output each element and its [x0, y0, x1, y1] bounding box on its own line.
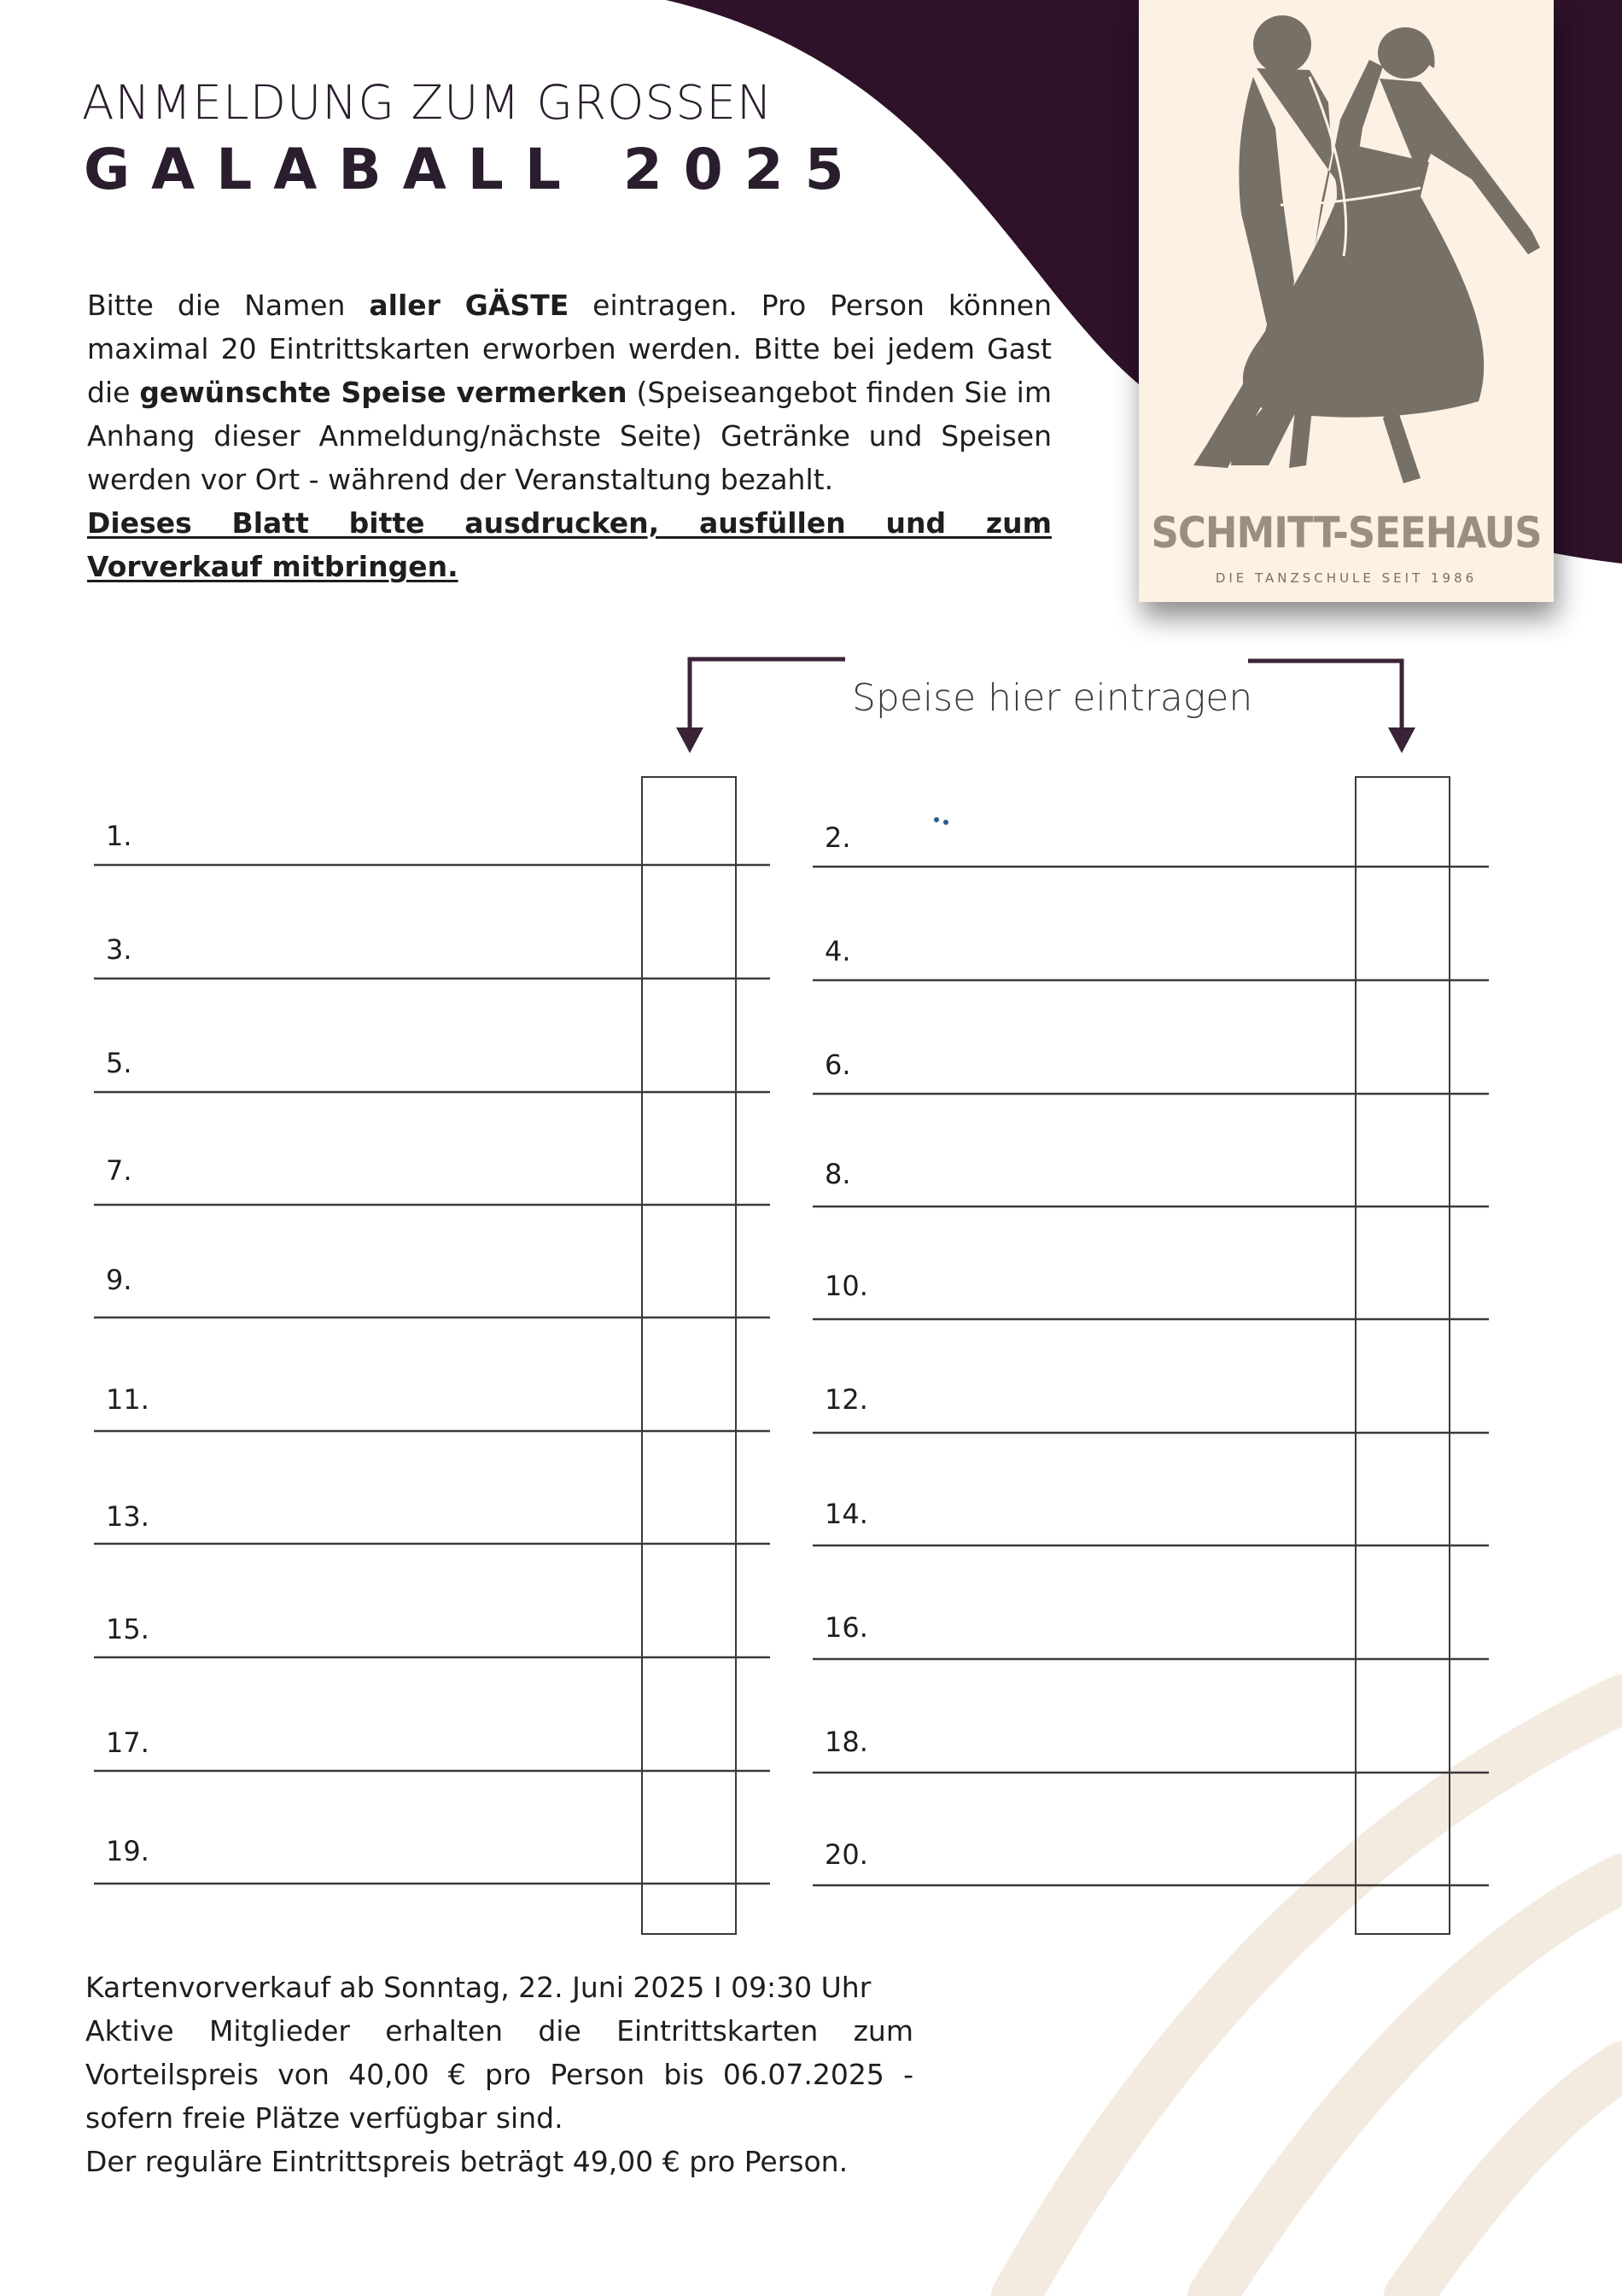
guest-number: 12.: [825, 1383, 868, 1416]
arrow-left-icon: [690, 659, 845, 734]
guest-number: 5.: [106, 1047, 132, 1079]
regular-price-info: Der reguläre Eintrittspreis beträgt 49,00 € pro Person.: [85, 2145, 849, 2178]
guest-number: 16.: [825, 1611, 868, 1644]
guest-number: 8.: [825, 1158, 851, 1190]
guest-number: 13.: [106, 1500, 149, 1533]
guest-number: 14.: [825, 1498, 868, 1530]
guest-number: 15.: [106, 1613, 149, 1645]
intro-emphasis-guests: aller GÄSTE: [369, 289, 569, 322]
logo-name: SCHMITT-SEEHAUS: [1151, 508, 1542, 558]
guest-number: 19.: [106, 1835, 149, 1867]
guest-number: 10.: [825, 1270, 868, 1302]
footer-info: [85, 1966, 913, 2183]
arrow-right-head: [1388, 727, 1415, 753]
speise-label: Speise hier eintragen: [852, 676, 1253, 720]
guest-number: 11.: [106, 1383, 149, 1416]
guest-number: 18.: [825, 1726, 868, 1758]
guest-number: 20.: [825, 1838, 868, 1871]
guest-number: 9.: [106, 1264, 132, 1296]
print-instruction: Dieses Blatt bitte ausdrucken, ausfüllen und zum Vorverkauf mitbringen.: [87, 506, 1052, 583]
guest-number: 3.: [106, 933, 132, 966]
guest-number: 17.: [106, 1726, 149, 1759]
ink-dot: [934, 817, 939, 822]
arrow-right-icon: [1248, 661, 1402, 734]
title-line-1: ANMELDUNG ZUM GROSSEN: [82, 75, 773, 130]
member-price-info: Aktive Mitglieder erhalten die Eintrittskarten zum Vorteilspreis von 40,00 € pro Person bis 06.07.2025 - sofern freie Plätze verfügbar sind.: [85, 2014, 913, 2135]
guest-number: 6.: [825, 1049, 851, 1081]
guest-number: 4.: [825, 935, 851, 967]
guest-number: 7.: [106, 1154, 132, 1187]
ink-dot: [943, 820, 948, 825]
guest-number: 1.: [106, 820, 132, 852]
intro-emphasis-food: gewünschte Speise vermerken: [139, 376, 627, 409]
food-column-left[interactable]: [642, 777, 736, 1934]
intro-text-part: eintragen. Pro Person können maximal 20 Eintrittskarten erworben werden. Bitte bei jedem Gast die: [87, 289, 1052, 409]
presale-date: Kartenvorverkauf ab Sonntag, 22. Juni 2025 I 09:30 Uhr: [85, 1971, 872, 2004]
title-line-2: GALABALL 2025: [84, 137, 866, 202]
intro-text-part: (Speiseangebot finden Sie im Anhang dieser Anmeldung/nächste Seite) Getränke und Speisen werden vor Ort - während der Veranstaltung bezahlt.: [87, 376, 1052, 496]
guest-number: 2.: [825, 821, 851, 854]
logo-tagline: DIE TANZSCHULE SEIT 1986: [1215, 570, 1478, 586]
food-column-right[interactable]: [1356, 777, 1450, 1934]
arrow-left-head: [676, 727, 703, 753]
intro-text-part: Bitte die Namen: [87, 289, 370, 322]
